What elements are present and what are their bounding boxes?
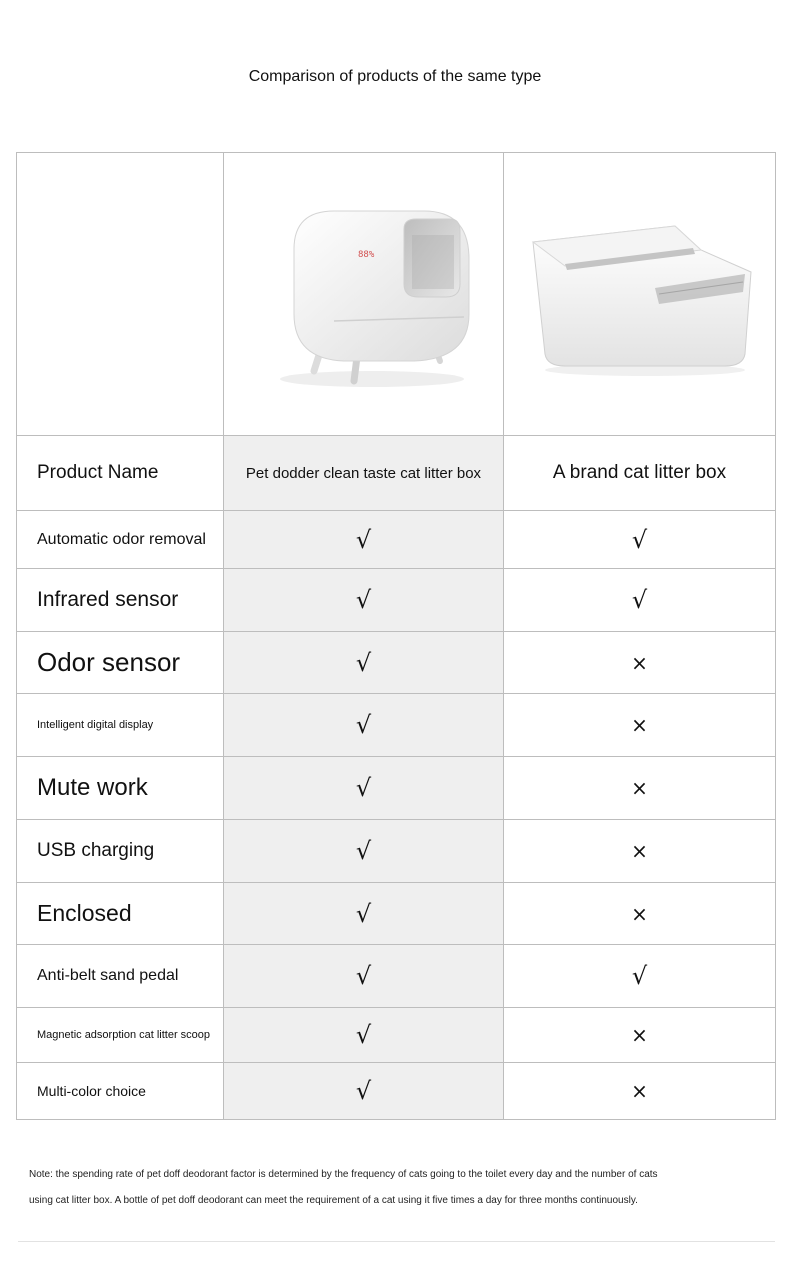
cross-icon: × [504,820,776,883]
table-row [17,569,776,632]
check-icon: √ [224,569,504,632]
table-row [17,820,776,883]
table-row [17,945,776,1008]
cross-icon: × [504,1063,776,1120]
open-litter-box-icon [525,204,755,384]
check-icon: √ [224,820,504,883]
table-row [17,511,776,569]
cross-icon: × [504,694,776,757]
feature-label: Automatic odor removal [17,511,224,569]
table-row [17,757,776,820]
empty-corner-cell [17,153,224,436]
check-icon: √ [504,569,776,632]
cross-icon: × [504,1008,776,1063]
feature-label: Multi-color choice [17,1063,224,1120]
check-icon: √ [224,632,504,694]
bottom-divider [18,1241,775,1242]
check-icon: √ [504,511,776,569]
page-title: Comparison of products of the same type [248,68,542,85]
cross-icon: × [504,757,776,820]
product-b-name: A brand cat litter box [504,436,776,511]
image-row [17,153,776,436]
check-icon: √ [224,883,504,945]
feature-label: Odor sensor [17,632,224,694]
footnote-line-1: Note: the spending rate of pet doff deodorant factor is determined by the frequency of cats going to the toilet every day and the number of cats [29,1169,658,1180]
cross-icon: × [504,632,776,694]
footnote [29,1162,729,1214]
footnote-line-2: using cat litter box. A bottle of pet doff deodorant can meet the requirement of a cat using it five times a day for three months continuously. [29,1195,638,1206]
enclosed-litter-box-icon [254,189,474,399]
check-icon: √ [224,757,504,820]
feature-label: Magnetic adsorption cat litter scoop [17,1008,224,1063]
comparison-table [16,152,776,1120]
feature-label: Intelligent digital display [17,694,224,757]
product-name-label: Product Name [17,436,224,511]
feature-label: Anti-belt sand pedal [17,945,224,1008]
check-icon: √ [224,1063,504,1120]
table-row [17,1008,776,1063]
product-name-row [17,436,776,511]
product-a-image [224,153,504,436]
table-row [17,1063,776,1120]
check-icon: √ [224,945,504,1008]
feature-label: Enclosed [17,883,224,945]
check-icon: √ [224,694,504,757]
check-icon: √ [224,511,504,569]
svg-text:88%: 88% [357,250,374,260]
table-row [17,694,776,757]
table-row [17,632,776,694]
feature-label: USB charging [17,820,224,883]
feature-label: Mute work [17,757,224,820]
table-row [17,883,776,945]
cross-icon: × [504,883,776,945]
check-icon: √ [504,945,776,1008]
product-a-name: Pet dodder clean taste cat litter box [224,436,504,511]
check-icon: √ [224,1008,504,1063]
feature-label: Infrared sensor [17,569,224,632]
product-b-image [504,153,776,436]
